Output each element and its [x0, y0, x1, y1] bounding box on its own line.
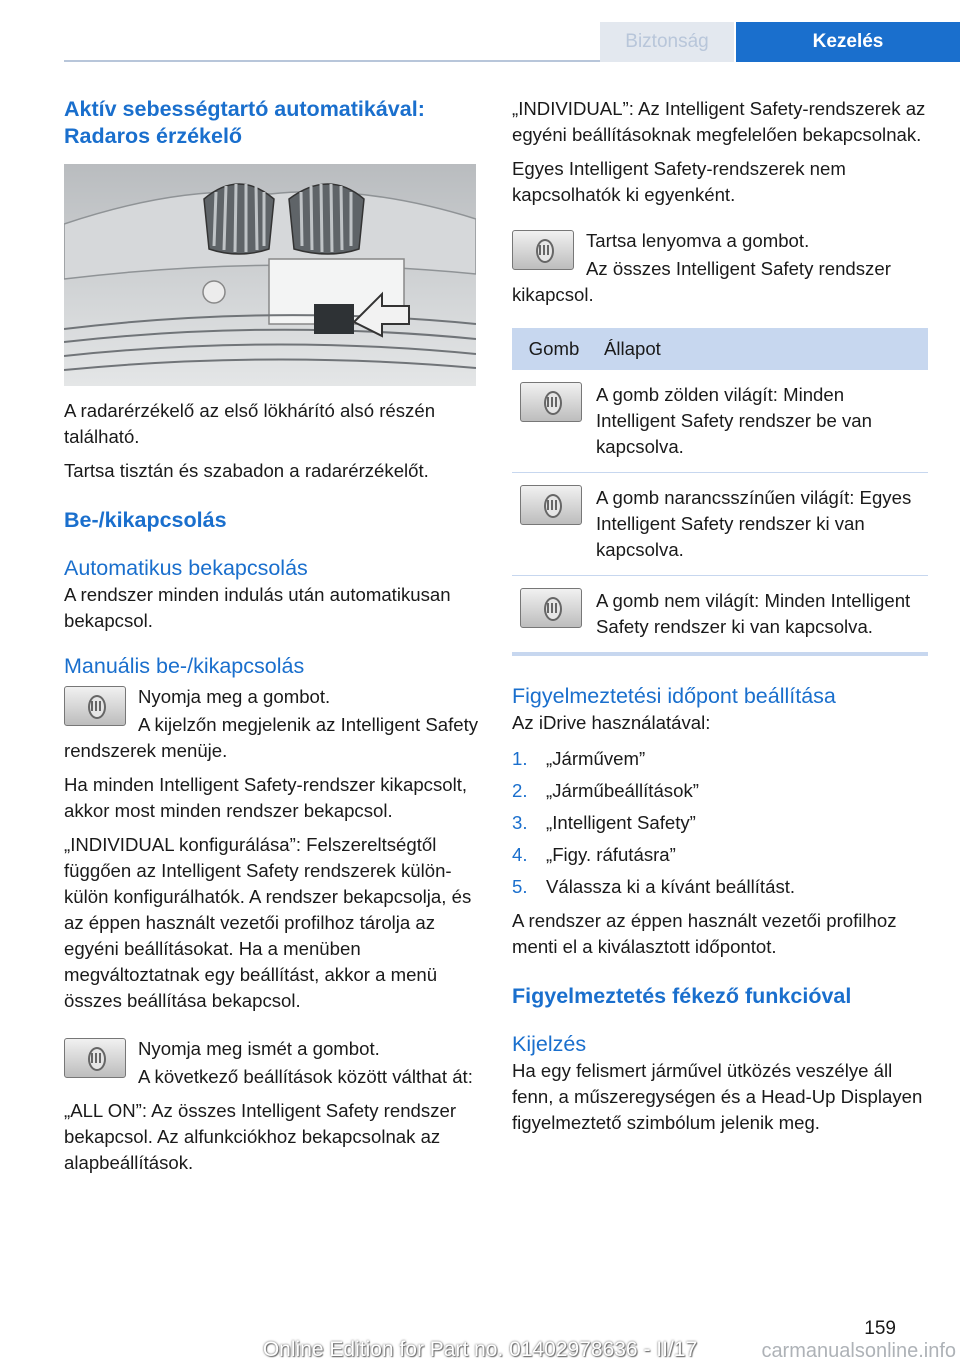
list-item: 4. „Figy. ráfutásra” [512, 844, 676, 865]
table-cell-state: A gomb narancsszínűen világít: Egyes Intelligent Safety rendszer ki van kapcsolva. [596, 473, 928, 576]
heading-radar-sensor: Aktív sebességtartó automatikával: Radaros érzékelő [64, 97, 425, 148]
table-row [512, 576, 928, 655]
manual-step-press-again: Nyomja meg ismét a gombot. [138, 1038, 380, 1059]
profile-save-text: A rendszer az éppen használt vezetői profilhoz menti el a kiválasztott időpontot. [512, 910, 897, 957]
watermark: carmanualsonline.info [761, 1340, 956, 1362]
hold-step-text: Az összes Intelligent Safety rendszer kikapcsol. [512, 258, 891, 305]
front-bumper-radar-image [64, 164, 476, 386]
idrive-text: Az iDrive használatával: [512, 712, 711, 733]
list-item: 1. „Járművem” [512, 748, 646, 769]
list-item: 3. „Intelligent Safety” [512, 812, 696, 833]
subsection-auto-on: Automatikus bekapcsolás [64, 556, 308, 580]
intelligent-safety-button-icon [512, 230, 574, 270]
manual-step-press-again-text: A következő beállítások között válthat át: [138, 1066, 473, 1087]
brake-warning-title: Figyelmeztetés fékező funkcióval [512, 984, 852, 1008]
button-off-icon [520, 588, 582, 628]
table-header-button: Gomb [512, 328, 596, 370]
all-on-text: „ALL ON”: Az összes Intelligent Safety rendszer bekapcsol. Az alfunkciókhoz bekapcsolnak az alapbeállítások. [64, 1100, 457, 1173]
display-title: Kijelzés [512, 1032, 587, 1056]
edition-text: Online Edition for Part no. 01402978636 - II/17 [262, 1338, 698, 1361]
page-number: 159 [864, 1318, 896, 1339]
section-on-off: Be-/kikapcsolás [64, 508, 227, 532]
individual-text: „INDIVIDUAL”: Az Intelligent Safety-rendszerek az egyéni beállításoknak megfelelően bekapcsolnak. [512, 98, 926, 145]
manual-step-press: Nyomja meg a gombot. [138, 686, 331, 707]
intelligent-safety-button-icon [64, 1038, 126, 1078]
list-item: 5. Válassza ki a kívánt beállítást. [512, 876, 796, 897]
button-state-table [512, 328, 928, 656]
right-column [512, 96, 928, 1144]
intelligent-safety-button-icon [64, 686, 126, 726]
manual-step-press-text: A kijelzőn megjelenik az Intelligent Safety rendszerek menüje. [64, 714, 479, 761]
page-footer [0, 1318, 960, 1362]
manual-all-off-text: Ha minden Intelligent Safety-rendszer kikapcsolt, akkor most minden rendszer bekapcsol. [64, 774, 468, 821]
button-green-icon [520, 382, 582, 422]
table-row [512, 370, 928, 473]
display-text: Ha egy felismert járművel ütközés veszélye áll fenn, a műszeregységen és a Head-Up Displayen figyelmeztető szimbólum jelenik meg. [512, 1060, 923, 1133]
tab-biztonsag[interactable]: Biztonság [600, 22, 734, 62]
list-item: 2. „Járműbeállítások” [512, 780, 699, 801]
table-row [512, 473, 928, 576]
hold-step: Tartsa lenyomva a gombot. [586, 230, 810, 251]
idrive-steps-list [512, 746, 928, 900]
subsection-manual: Manuális be-/kikapcsolás [64, 654, 305, 678]
table-cell-state: A gomb nem világít: Minden Intelligent Safety rendszer ki van kapcsolva. [596, 576, 928, 655]
caption-keep-clean: Tartsa tisztán és szabadon a radarérzékelőt. [64, 460, 429, 481]
header-rule [64, 60, 600, 62]
some-systems-text: Egyes Intelligent Safety-rendszerek nem kapcsolhatók ki egyenként. [512, 158, 846, 205]
auto-on-text: A rendszer minden indulás után automatikusan bekapcsol. [64, 584, 451, 631]
table-header-state: Állapot [596, 328, 928, 370]
page-header [0, 0, 960, 62]
caption-location: A radarérzékelő az első lökhárító alsó részén található. [64, 400, 436, 447]
left-column [64, 96, 480, 1184]
button-orange-icon [520, 485, 582, 525]
table-cell-state: A gomb zölden világít: Minden Intelligent Safety rendszer be van kapcsolva. [596, 370, 928, 473]
warning-time-title: Figyelmeztetési időpont beállítása [512, 684, 836, 708]
tab-kezeles[interactable]: Kezelés [736, 22, 960, 62]
manual-individual-config-text: „INDIVIDUAL konfigurálása”: Felszereltségtől függően az Intelligent Safety rendszerek külön-külön konfigurálhatók. A rendszer bekapcsolja, és az éppen használt vezetői profilhoz tárolja az egyéni beállításokat. Ha a menüben megváltoztatnak egy beállítást, akkor a menü összes beállítása bekapcsol. [64, 834, 472, 1011]
